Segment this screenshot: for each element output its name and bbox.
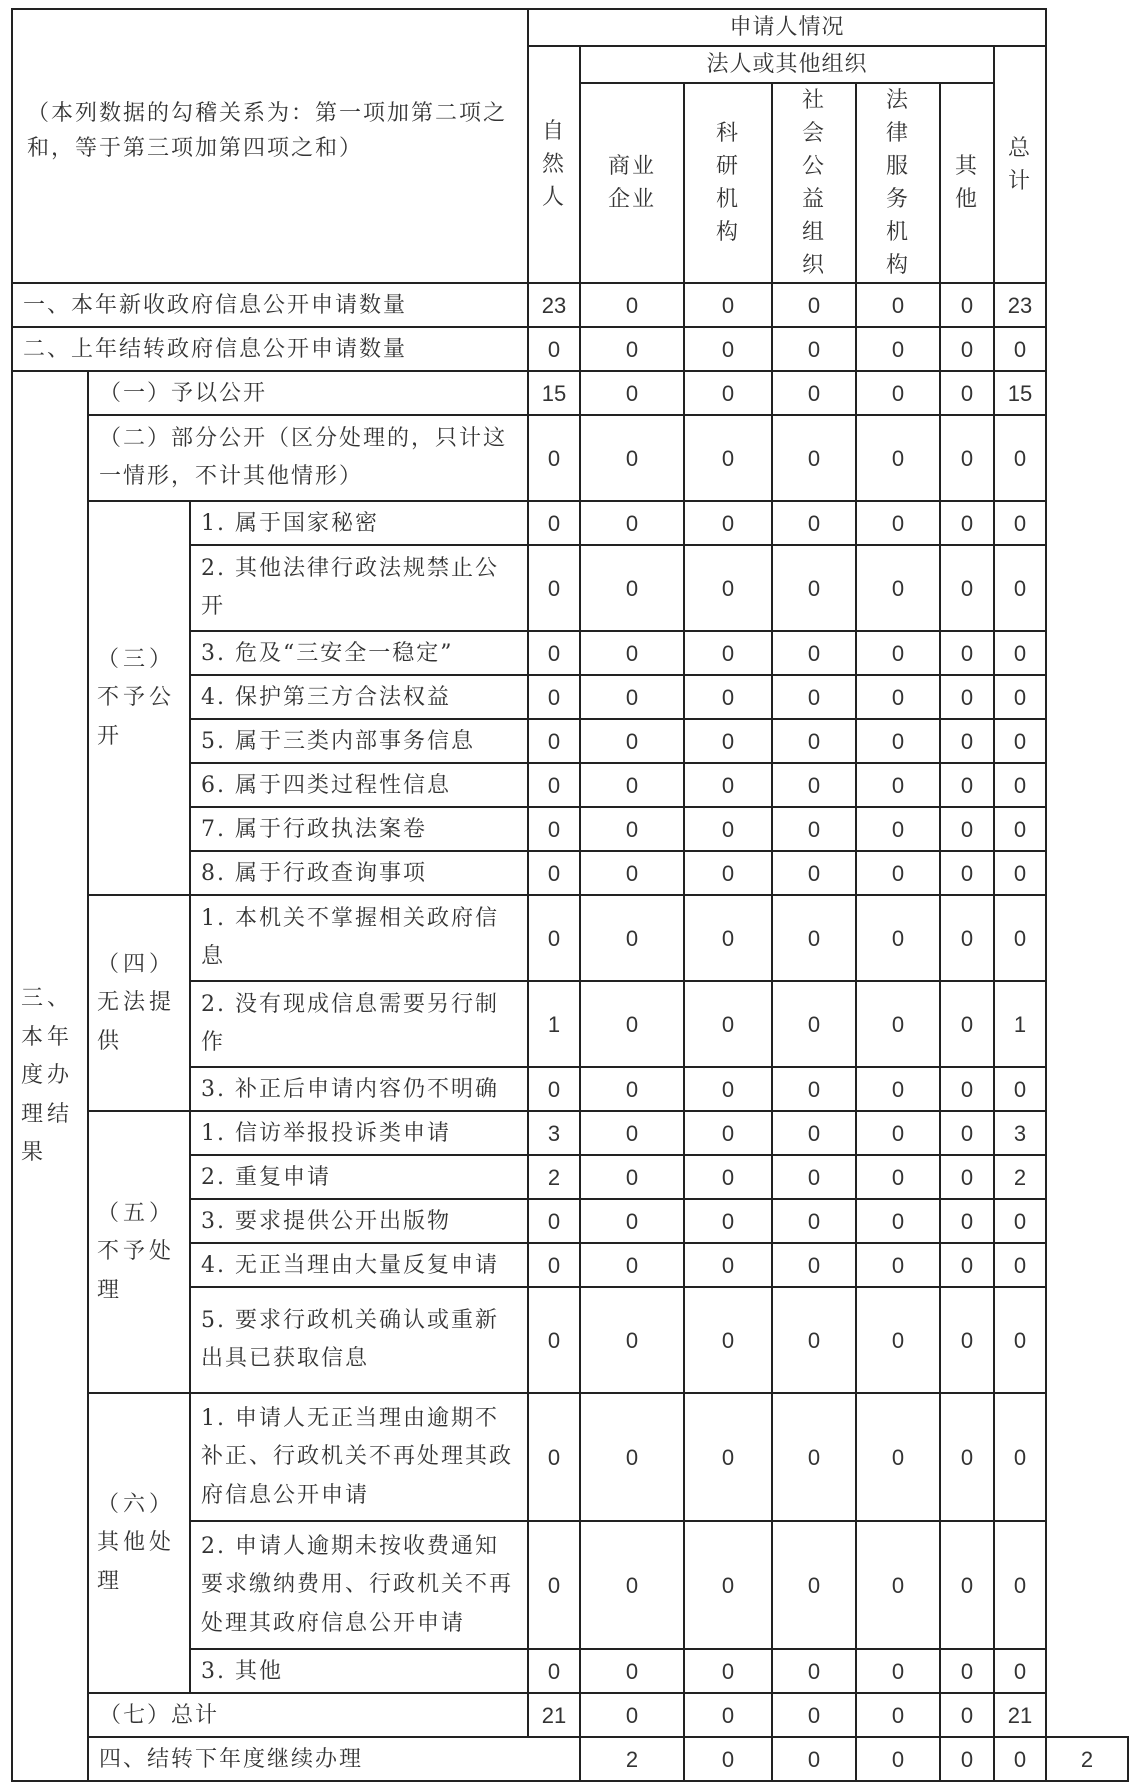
cell-value: 0 (580, 1067, 684, 1111)
cell-value: 0 (684, 415, 772, 501)
cell-value: 0 (856, 763, 940, 807)
cell-value: 0 (994, 501, 1046, 545)
row-label: 5. 属于三类内部事务信息 (190, 719, 528, 763)
cell-value: 0 (994, 545, 1046, 631)
table-row (12, 415, 1128, 501)
cell-value: 0 (856, 1111, 940, 1155)
cell-value: 0 (940, 1693, 994, 1737)
cell-value: 0 (772, 1737, 856, 1781)
col-public-welfare: 社会公益组织 (772, 83, 856, 283)
table-row (12, 895, 1128, 981)
cell-value: 2 (994, 1155, 1046, 1199)
cell-value: 0 (940, 415, 994, 501)
row-label: 4. 保护第三方合法权益 (190, 675, 528, 719)
cell-value: 0 (856, 807, 940, 851)
cell-value: 21 (528, 1693, 580, 1737)
row-label: （二）部分公开（区分处理的，只计这一情形，不计其他情形） (88, 415, 528, 501)
cell-value: 0 (772, 1649, 856, 1693)
cell-value: 0 (940, 1199, 994, 1243)
cell-value: 0 (772, 851, 856, 895)
cell-value: 0 (528, 1243, 580, 1287)
cell-value: 0 (856, 675, 940, 719)
cell-value: 0 (940, 895, 994, 981)
cell-value: 0 (940, 1393, 994, 1521)
cell-value: 0 (856, 981, 940, 1067)
cell-value: 0 (772, 1199, 856, 1243)
legal-org-header: 法人或其他组织 (580, 46, 994, 83)
cell-value: 0 (528, 327, 580, 371)
cell-value: 0 (940, 1737, 994, 1781)
cell-value: 0 (580, 1649, 684, 1693)
cell-value: 0 (684, 1287, 772, 1393)
cell-value: 0 (856, 1199, 940, 1243)
cell-value: 0 (772, 501, 856, 545)
cell-value: 0 (994, 1067, 1046, 1111)
cell-value: 0 (684, 807, 772, 851)
cell-value: 0 (856, 1155, 940, 1199)
cell-value: 0 (580, 283, 684, 327)
cell-value: 3 (528, 1111, 580, 1155)
row-label: 8. 属于行政查询事项 (190, 851, 528, 895)
row-label: 7. 属于行政执法案卷 (190, 807, 528, 851)
row-label: 2. 没有现成信息需要另行制作 (190, 981, 528, 1067)
cell-value: 0 (528, 415, 580, 501)
cell-value: 0 (580, 327, 684, 371)
cell-value: 0 (684, 1199, 772, 1243)
cell-value: 2 (1046, 1737, 1128, 1781)
cell-value: 0 (772, 1287, 856, 1393)
cell-value: 0 (772, 895, 856, 981)
cell-value: 0 (528, 1393, 580, 1521)
cell-value: 0 (580, 981, 684, 1067)
cell-value: 0 (940, 501, 994, 545)
cell-value: 0 (940, 1067, 994, 1111)
cell-value: 0 (994, 327, 1046, 371)
cell-value: 0 (684, 1693, 772, 1737)
cell-value: 0 (684, 1649, 772, 1693)
row-label: 1. 本机关不掌握相关政府信息 (190, 895, 528, 981)
cell-value: 0 (994, 1393, 1046, 1521)
cell-value: 0 (684, 719, 772, 763)
cell-value: 0 (772, 1155, 856, 1199)
cell-value: 15 (994, 371, 1046, 415)
cell-value: 0 (580, 631, 684, 675)
cell-value: 0 (856, 1521, 940, 1649)
cell-value: 0 (580, 763, 684, 807)
cell-value: 0 (856, 415, 940, 501)
cell-value: 0 (772, 763, 856, 807)
col-research: 科研机构 (684, 83, 772, 283)
row-label: 3. 其他 (190, 1649, 528, 1693)
cell-value: 0 (772, 371, 856, 415)
cell-value: 0 (684, 501, 772, 545)
cell-value: 0 (856, 1693, 940, 1737)
cell-value: 0 (772, 283, 856, 327)
cell-value: 0 (772, 631, 856, 675)
cell-value: 0 (528, 1287, 580, 1393)
cell-value: 0 (772, 1067, 856, 1111)
cell-value: 0 (580, 1521, 684, 1649)
cell-value: 0 (940, 1649, 994, 1693)
cell-value: 0 (684, 895, 772, 981)
row-label: 2. 重复申请 (190, 1155, 528, 1199)
cell-value: 0 (940, 327, 994, 371)
table-row (12, 283, 1128, 327)
cell-value: 0 (940, 719, 994, 763)
cell-value: 0 (994, 1521, 1046, 1649)
cell-value: 0 (580, 501, 684, 545)
group-label-s5: （五）不予处理 (88, 1111, 190, 1393)
cell-value: 0 (856, 1737, 940, 1781)
cell-value: 0 (580, 371, 684, 415)
cell-value: 23 (994, 283, 1046, 327)
cell-value: 0 (684, 1521, 772, 1649)
row-label: 二、上年结转政府信息公开申请数量 (12, 327, 528, 371)
cell-value: 0 (528, 1521, 580, 1649)
row-label: 四、结转下年度继续办理 (88, 1737, 580, 1781)
col-total: 总计 (994, 46, 1046, 283)
cell-value: 0 (940, 807, 994, 851)
table-row (12, 1737, 1128, 1781)
cell-value: 0 (940, 851, 994, 895)
cell-value: 0 (856, 851, 940, 895)
row-label: 1. 信访举报投诉类申请 (190, 1111, 528, 1155)
cell-value: 0 (684, 545, 772, 631)
cell-value: 0 (580, 1111, 684, 1155)
row-label: 3. 要求提供公开出版物 (190, 1199, 528, 1243)
cell-value: 0 (856, 371, 940, 415)
cell-value: 0 (940, 283, 994, 327)
cell-value: 0 (994, 851, 1046, 895)
group-label-s4: （四）无法提供 (88, 895, 190, 1111)
col-commercial: 商业企业 (580, 83, 684, 283)
group-label-s3: （三）不予公开 (88, 501, 190, 895)
cell-value: 0 (940, 1287, 994, 1393)
row-label: 1. 属于国家秘密 (190, 501, 528, 545)
cell-value: 0 (684, 1243, 772, 1287)
table-row (12, 371, 1128, 415)
section3-label: 三、本年度办理结果 (12, 371, 88, 1781)
cell-value: 0 (994, 1287, 1046, 1393)
col-other: 其他 (940, 83, 994, 283)
col-natural-person: 自然人 (528, 46, 580, 283)
cell-value: 0 (684, 631, 772, 675)
cell-value: 0 (940, 545, 994, 631)
cell-value: 0 (994, 1243, 1046, 1287)
cell-value: 2 (580, 1737, 684, 1781)
cell-value: 0 (580, 545, 684, 631)
cell-value: 0 (856, 719, 940, 763)
row-label: 4. 无正当理由大量反复申请 (190, 1243, 528, 1287)
cell-value: 0 (856, 545, 940, 631)
cell-value: 0 (940, 675, 994, 719)
cell-value: 0 (772, 981, 856, 1067)
cell-value: 0 (856, 1287, 940, 1393)
cell-value: 1 (994, 981, 1046, 1067)
row-label: 一、本年新收政府信息公开申请数量 (12, 283, 528, 327)
cell-value: 0 (994, 763, 1046, 807)
cell-value: 0 (580, 719, 684, 763)
gov-info-disclosure-table (11, 8, 1129, 1782)
cell-value: 0 (580, 851, 684, 895)
cell-value: 0 (684, 1155, 772, 1199)
cell-value: 0 (580, 895, 684, 981)
cell-value: 0 (772, 545, 856, 631)
cell-value: 0 (772, 327, 856, 371)
cell-value: 0 (940, 981, 994, 1067)
cell-value: 0 (856, 631, 940, 675)
cell-value: 0 (528, 631, 580, 675)
row-label: 2. 申请人逾期未按收费通知要求缴纳费用、行政机关不再处理其政府信息公开申请 (190, 1521, 528, 1649)
cell-value: 0 (580, 1155, 684, 1199)
table-row (12, 1693, 1128, 1737)
row-label: 3. 危及“三安全一稳定” (190, 631, 528, 675)
cell-value: 0 (940, 763, 994, 807)
cell-value: 0 (580, 807, 684, 851)
cell-value: 0 (940, 1111, 994, 1155)
cell-value: 0 (580, 675, 684, 719)
cell-value: 0 (856, 1243, 940, 1287)
cell-value: 0 (684, 1393, 772, 1521)
cell-value: 0 (684, 283, 772, 327)
cell-value: 0 (772, 719, 856, 763)
table-row (12, 1111, 1128, 1155)
group-label-s6: （六）其他处理 (88, 1393, 190, 1693)
col-legal-service: 法律服务机构 (856, 83, 940, 283)
cell-value: 0 (994, 675, 1046, 719)
row-label: 1. 申请人无正当理由逾期不补正、行政机关不再处理其政府信息公开申请 (190, 1393, 528, 1521)
applicant-header: 申请人情况 (528, 9, 1046, 46)
cell-value: 0 (684, 1737, 772, 1781)
table-row (12, 1393, 1128, 1521)
cell-value: 0 (684, 675, 772, 719)
cell-value: 0 (994, 895, 1046, 981)
cell-value: 0 (940, 1243, 994, 1287)
row-label: 6. 属于四类过程性信息 (190, 763, 528, 807)
cell-value: 21 (994, 1693, 1046, 1737)
cell-value: 0 (994, 631, 1046, 675)
cell-value: 0 (772, 1693, 856, 1737)
row-label: （一）予以公开 (88, 371, 528, 415)
cell-value: 0 (580, 415, 684, 501)
cell-value: 0 (994, 719, 1046, 763)
cell-value: 0 (940, 1521, 994, 1649)
cell-value: 0 (772, 1393, 856, 1521)
cell-value: 0 (528, 675, 580, 719)
cell-value: 3 (994, 1111, 1046, 1155)
row-label: 2. 其他法律行政法规禁止公开 (190, 545, 528, 631)
cell-value: 0 (528, 719, 580, 763)
cell-value: 0 (528, 851, 580, 895)
cell-value: 0 (994, 807, 1046, 851)
cell-value: 0 (528, 1199, 580, 1243)
cell-value: 0 (994, 1737, 1046, 1781)
cell-value: 0 (772, 1111, 856, 1155)
cell-value: 0 (940, 371, 994, 415)
cell-value: 0 (580, 1393, 684, 1521)
cell-value: 0 (580, 1693, 684, 1737)
cell-value: 0 (940, 1155, 994, 1199)
cell-value: 0 (856, 1067, 940, 1111)
cell-value: 0 (772, 807, 856, 851)
table-row (12, 501, 1128, 545)
cell-value: 0 (856, 501, 940, 545)
cell-value: 2 (528, 1155, 580, 1199)
cell-value: 15 (528, 371, 580, 415)
cell-value: 1 (528, 981, 580, 1067)
cell-value: 0 (684, 981, 772, 1067)
cell-value: 0 (684, 1067, 772, 1111)
cell-value: 0 (856, 895, 940, 981)
row-label: （七）总计 (88, 1693, 528, 1737)
cell-value: 0 (528, 807, 580, 851)
row-label: 3. 补正后申请内容仍不明确 (190, 1067, 528, 1111)
cell-value: 0 (528, 763, 580, 807)
cell-value: 0 (856, 1649, 940, 1693)
cell-value: 0 (684, 371, 772, 415)
cell-value: 0 (994, 415, 1046, 501)
cell-value: 0 (528, 545, 580, 631)
cell-value: 0 (684, 1111, 772, 1155)
cell-value: 0 (684, 327, 772, 371)
cell-value: 0 (580, 1287, 684, 1393)
cell-value: 0 (856, 283, 940, 327)
row-label: 5. 要求行政机关确认或重新出具已获取信息 (190, 1287, 528, 1393)
cell-value: 0 (772, 675, 856, 719)
cell-value: 0 (856, 327, 940, 371)
cell-value: 0 (580, 1199, 684, 1243)
cell-value: 0 (684, 763, 772, 807)
cell-value: 0 (940, 631, 994, 675)
cell-value: 23 (528, 283, 580, 327)
cell-value: 0 (994, 1199, 1046, 1243)
cell-value: 0 (528, 1649, 580, 1693)
cell-value: 0 (994, 1649, 1046, 1693)
report-table-container (11, 8, 1129, 1782)
cell-value: 0 (580, 1243, 684, 1287)
relation-note: （本列数据的勾稽关系为：第一项加第二项之和，等于第三项加第四项之和） (12, 9, 528, 283)
cell-value: 0 (528, 1067, 580, 1111)
table-row (12, 327, 1128, 371)
cell-value: 0 (528, 501, 580, 545)
cell-value: 0 (772, 1243, 856, 1287)
cell-value: 0 (684, 851, 772, 895)
cell-value: 0 (772, 415, 856, 501)
cell-value: 0 (856, 1393, 940, 1521)
cell-value: 0 (772, 1521, 856, 1649)
cell-value: 0 (528, 895, 580, 981)
